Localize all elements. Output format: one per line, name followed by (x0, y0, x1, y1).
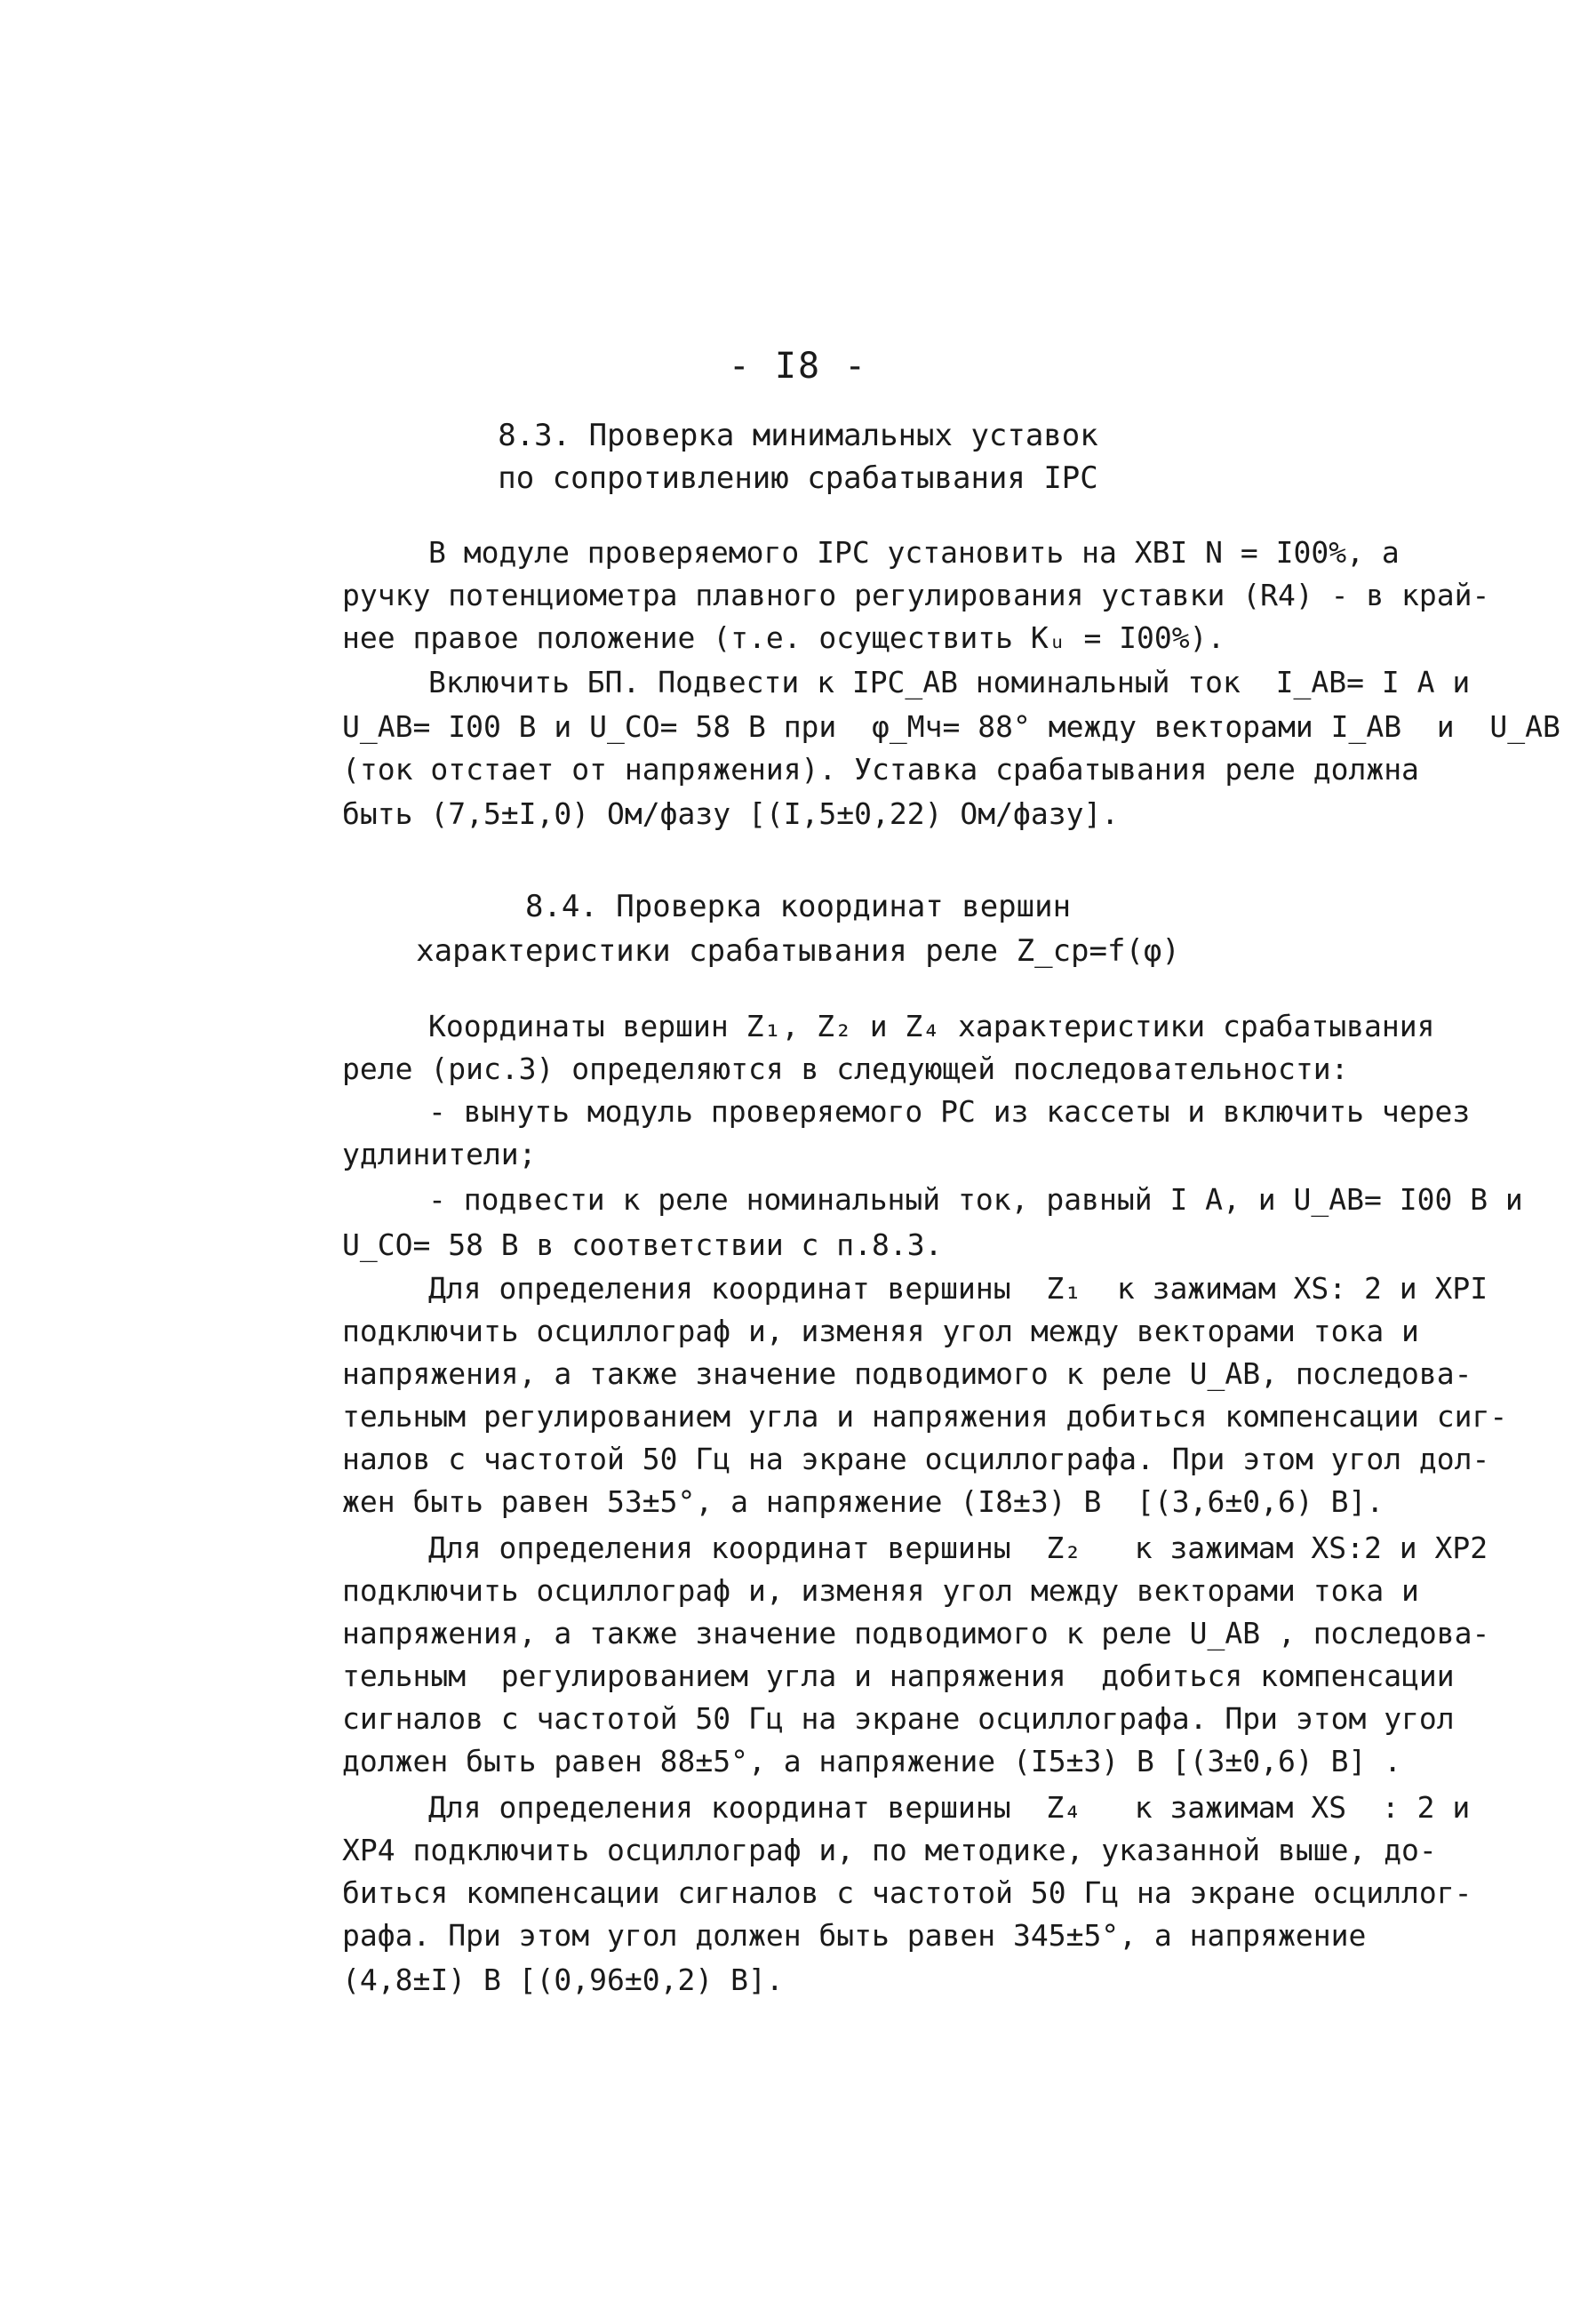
paragraph-line: В модуле проверяемого IPC установить на ХВI N = I00%, а (428, 535, 1400, 570)
paragraph-line: U_CO= 58 В в соответствии с п.8.3. (342, 1227, 943, 1262)
paragraph-line: жен быть равен 53±5°, а напряжение (I8±3) В [(3,6±0,6) В]. (342, 1484, 1385, 1519)
list-item: - подвести к реле номинальный ток, равный I А, и U_AB= I00 В и (428, 1182, 1523, 1217)
paragraph-line: ХР4 подключить осциллограф и, по методике, указанной выше, до- (342, 1833, 1437, 1867)
paragraph-line: налов с частотой 50 Гц на экране осциллографа. При этом угол дол- (342, 1442, 1490, 1476)
section-8-3-heading-line-2: по сопротивлению срабатывания IPC (498, 460, 1098, 496)
paragraph-line: сигналов с частотой 50 Гц на экране осциллографа. При этом угол (342, 1701, 1455, 1736)
paragraph-line: подключить осциллограф и, изменяя угол между векторами тока и (342, 1314, 1419, 1348)
paragraph-line: тельным регулированием угла и напряжения добиться компенсации (342, 1659, 1455, 1693)
paragraph-line: Для определения координат вершины Z₂ к зажимам XS:2 и ХР2 (428, 1531, 1488, 1565)
paragraph-line: подключить осциллограф и, изменяя угол между векторами тока и (342, 1573, 1419, 1608)
paragraph-line: U_AB= I00 В и U_CO= 58 В при φ_Мч= 88° между векторами I_AB и U_AB (342, 709, 1560, 744)
section-8-4-heading-line-1: 8.4. Проверка координат вершин (524, 889, 1072, 924)
section-8-4-heading-line-2: характеристики срабатывания реле Z_ср=f(φ) (416, 933, 1180, 969)
paragraph-line: удлинители; (342, 1137, 537, 1171)
paragraph-line: ручку потенциометра плавного регулирования уставки (R4) - в край- (342, 578, 1490, 612)
paragraph-line: Для определения координат вершины Z₁ к зажимам XS: 2 и ХРI (428, 1271, 1488, 1306)
paragraph-line: Включить БП. Подвести к IPC_AB номинальный ток I_AB= I А и (428, 665, 1471, 699)
paragraph-line: рафа. При этом угол должен быть равен 345±5°, а напряжение (342, 1918, 1367, 1953)
paragraph-line: напряжения, а также значение подводимого к реле U_AB , последова- (342, 1616, 1490, 1651)
paragraph-line: нее правое положение (т.е. осуществить Kᵤ = I00%). (342, 620, 1225, 655)
paragraph-line: Для определения координат вершины Z₄ к зажимам XS : 2 и (428, 1790, 1471, 1825)
paragraph-line: (4,8±I) В [(0,96±0,2) В]. (342, 1962, 784, 1997)
paragraph-line: биться компенсации сигналов с частотой 50 Гц на экране осциллог- (342, 1875, 1472, 1910)
paragraph-line: (ток отстает от напряжения). Уставка срабатывания реле должна (342, 752, 1419, 787)
paragraph-line: должен быть равен 88±5°, а напряжение (I5±3) В [(3±0,6) В] . (342, 1744, 1402, 1778)
list-item: - вынуть модуль проверяемого РС из кассеты и включить через (428, 1094, 1471, 1129)
paragraph-line: тельным регулированием угла и напряжения добиться компенсации сиг- (342, 1399, 1508, 1434)
paragraph-line: Координаты вершин Z₁, Z₂ и Z₄ характеристики срабатывания (428, 1009, 1435, 1043)
section-8-3-heading-line-1: 8.3. Проверка минимальных уставок (498, 418, 1098, 453)
paragraph-line: реле (рис.3) определяются в следующей последовательности: (342, 1051, 1349, 1086)
paragraph-line: напряжения, а также значение подводимого к реле U_AB, последова- (342, 1356, 1472, 1391)
paragraph-line: быть (7,5±I,0) Ом/фазу [(I,5±0,22) Ом/фазу]. (342, 796, 1120, 831)
page-number: - I8 - (728, 346, 868, 387)
